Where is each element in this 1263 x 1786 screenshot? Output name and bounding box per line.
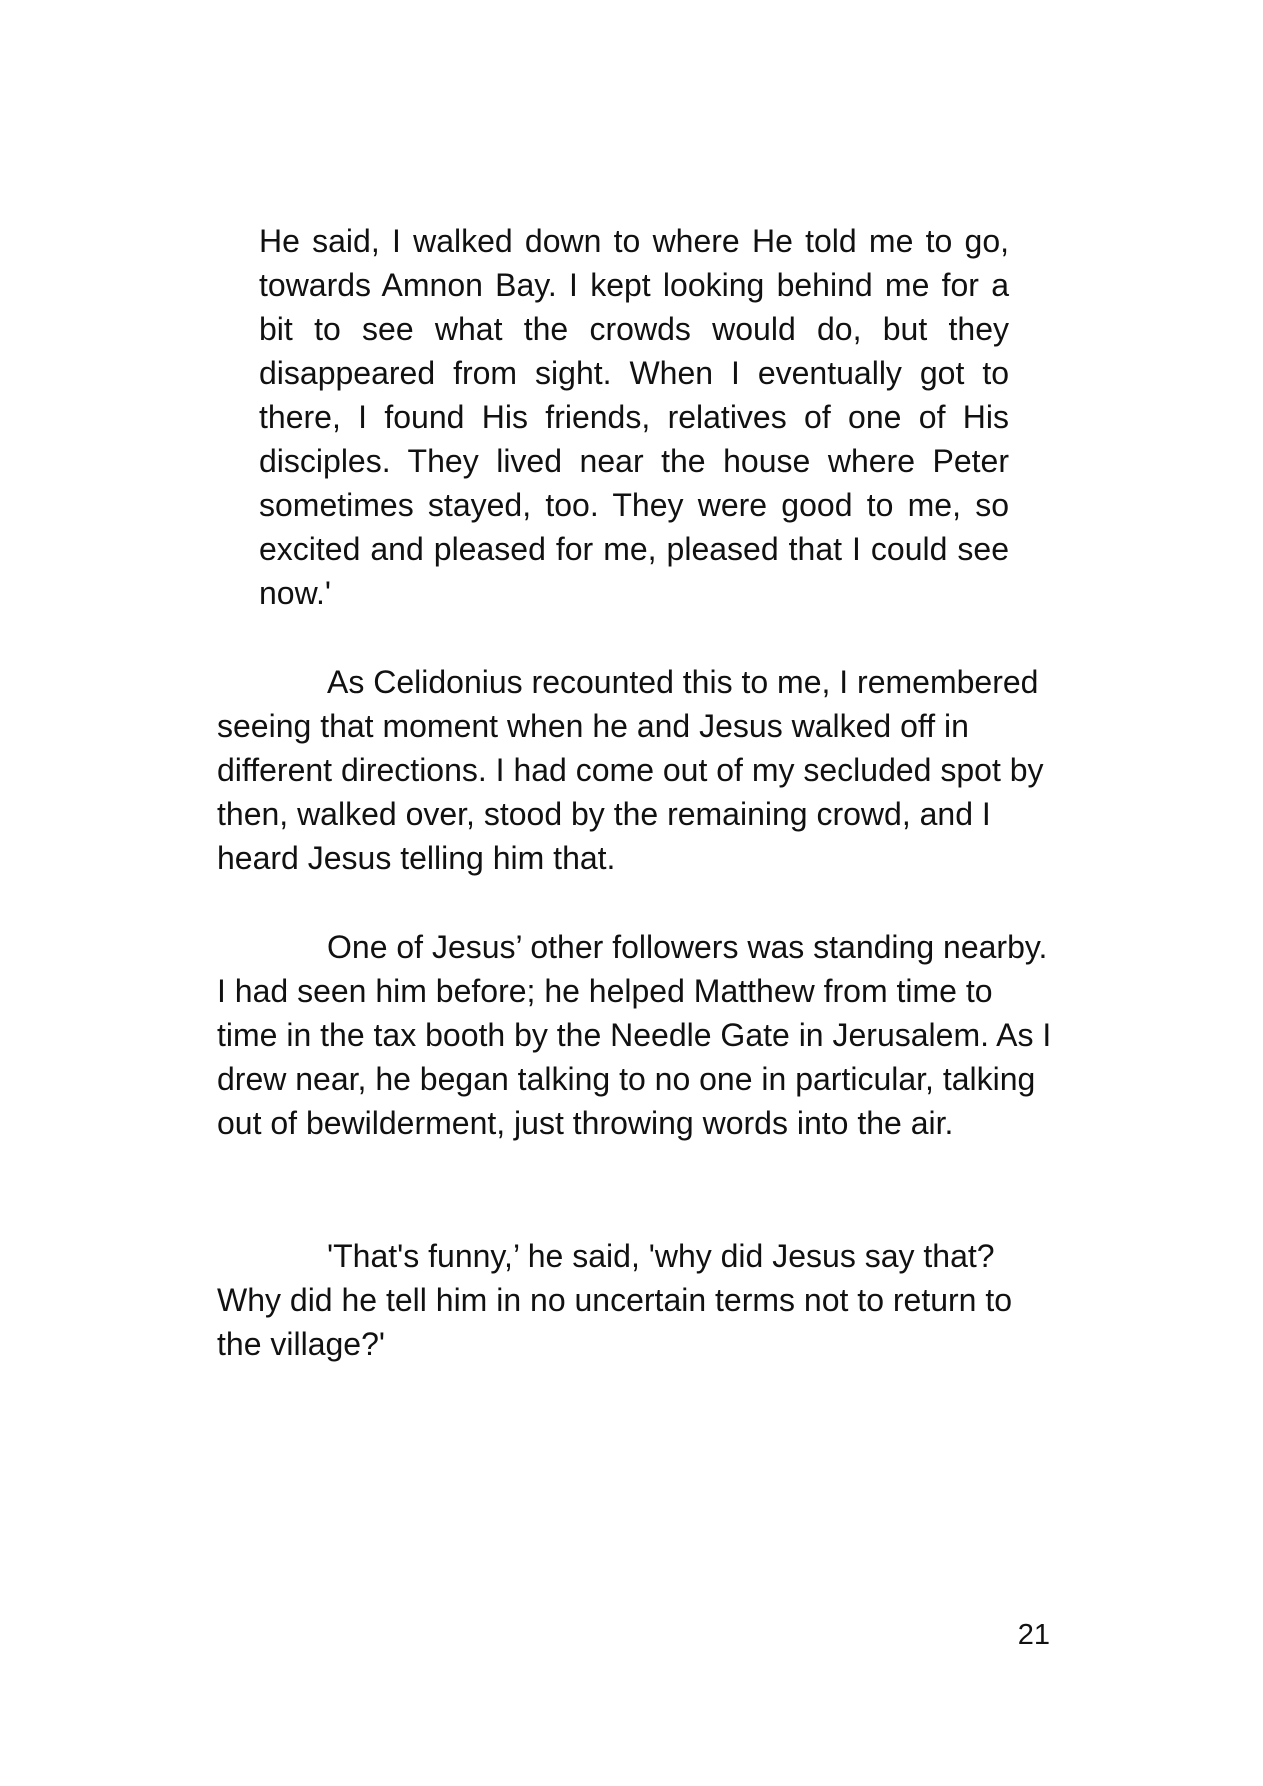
body-paragraph-1: As Celidonius recounted this to me, I remembered seeing that moment when he and Jesus walked off in different directions. I had come out of my secluded spot by then, walked over, stood by the remaining crowd, and I heard Jesus telling him that. <box>217 664 1044 876</box>
page-number: 21 <box>1017 1619 1050 1651</box>
body-paragraph-3: 'That's funny,’ he said, 'why did Jesus say that? Why did he tell him in no uncertain terms not to return to the village?' <box>217 1238 1013 1362</box>
body-paragraph-2: One of Jesus’ other followers was standing nearby. I had seen him before; he helped Matthew from time to time in the tax booth by the Needle Gate in Jerusalem. As I drew near, he began talking to no one in particular, talking out of bewilderment, just throwing words into the air. <box>217 929 1052 1141</box>
quoted-paragraph: He said, I walked down to where He told me to go, towards Amnon Bay. I kept looking behind me for a bit to see what the crowds would do, but they disappeared from sight. When I eventually got to there, I found His friends, relatives of one of His disciples. They lived near the house where Peter sometimes stayed, too. They were good to me, so excited and pleased for me, pleased that I could see now.' <box>259 223 1009 611</box>
